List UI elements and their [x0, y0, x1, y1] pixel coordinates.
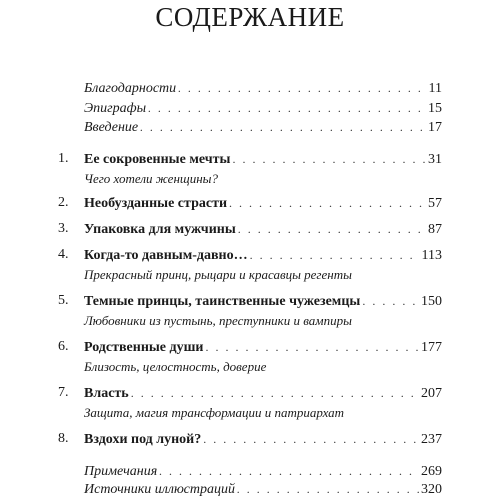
chapter-number: 1. [58, 151, 69, 166]
toc-entry-page: 269 [421, 464, 442, 479]
toc-entry-subtitle: Защита, магия трансформации и патриархат [84, 405, 345, 420]
toc-entry-chapter-1[interactable] [58, 149, 442, 169]
toc-entry-page: 177 [421, 340, 442, 355]
toc-entry-chapter-4[interactable] [58, 245, 442, 265]
toc-entry-label: Когда-то давным-давно… [84, 248, 248, 263]
toc-entry-label: Ее сокровенные мечты [84, 152, 231, 167]
chapter-number: 6. [58, 339, 69, 354]
toc-entry-label: Необузданные страсти [84, 196, 228, 211]
leader-dots [238, 219, 426, 239]
toc-entry-page: 207 [421, 386, 442, 401]
toc-entry-label: Благодарности [84, 81, 177, 96]
leader-dots [206, 337, 420, 357]
toc-entry-chapter-8[interactable] [58, 429, 442, 449]
toc-entry-label: Примечания [84, 464, 158, 479]
toc-entry-chapter-2[interactable] [58, 193, 442, 213]
toc-entry-label: Эпиграфы [84, 101, 147, 116]
toc-entry-chapter-6[interactable] [58, 337, 442, 357]
toc-entry-label: Введение [84, 120, 139, 135]
toc-entry-page: 31 [428, 152, 442, 167]
toc-entry-notes[interactable] [84, 461, 442, 481]
page-title: СОДЕРЖАНИЕ [155, 2, 345, 32]
toc-entry-page: 237 [421, 432, 442, 447]
toc-entry-label: Вздохи под луной? [84, 432, 202, 447]
leader-dots [140, 117, 426, 137]
toc-entry-page: 320 [421, 482, 442, 497]
toc-entry-label: Источники иллюстраций [84, 482, 235, 497]
toc-entry-epigraphs[interactable] [84, 98, 442, 118]
chapter-number: 3. [58, 221, 69, 236]
leader-dots [131, 383, 419, 403]
leader-dots [159, 461, 419, 481]
chapter-number: 2. [58, 195, 69, 210]
chapter-number: 8. [58, 431, 69, 446]
toc-entry-page: 57 [428, 196, 442, 211]
leader-dots [229, 193, 426, 213]
toc-entry-chapter-3[interactable] [58, 219, 442, 239]
toc-entry-label: Родственные души [84, 340, 204, 355]
toc-entry-page: 17 [428, 120, 442, 135]
toc-entry-acknowledgements[interactable] [84, 78, 442, 98]
toc-entry-label: Упаковка для мужчины [84, 222, 236, 237]
toc-entry-page: 15 [428, 101, 442, 116]
toc-entry-illustration-sources[interactable] [84, 479, 442, 499]
leader-dots [237, 479, 419, 499]
chapter-number: 7. [58, 385, 69, 400]
toc-entry-introduction[interactable] [84, 117, 442, 137]
chapter-number: 4. [58, 247, 69, 262]
toc-entry-page: 11 [428, 81, 442, 96]
toc-entry-label: Власть [84, 386, 129, 401]
toc-entry-label: Темные принцы, таинственные чужеземцы [84, 294, 361, 309]
toc-entry-subtitle: Прекрасный принц, рыцари и красавцы регенты [84, 267, 352, 282]
leader-dots [203, 429, 419, 449]
leader-dots [362, 291, 419, 311]
toc-entry-chapter-5[interactable] [58, 291, 442, 311]
leader-dots [232, 149, 426, 169]
toc-entry-subtitle: Чего хотели женщины? [84, 171, 218, 186]
leader-dots [148, 98, 426, 118]
toc-entry-page: 87 [428, 222, 442, 237]
toc-entry-subtitle: Близость, целостность, доверие [84, 359, 267, 374]
toc-entry-subtitle: Любовники из пустынь, преступники и вампиры [84, 313, 352, 328]
toc-entry-page: 113 [421, 248, 442, 263]
toc-entry-page: 150 [421, 294, 442, 309]
leader-dots [178, 78, 426, 98]
leader-dots [250, 245, 420, 265]
toc-entry-chapter-7[interactable] [58, 383, 442, 403]
chapter-number: 5. [58, 293, 69, 308]
